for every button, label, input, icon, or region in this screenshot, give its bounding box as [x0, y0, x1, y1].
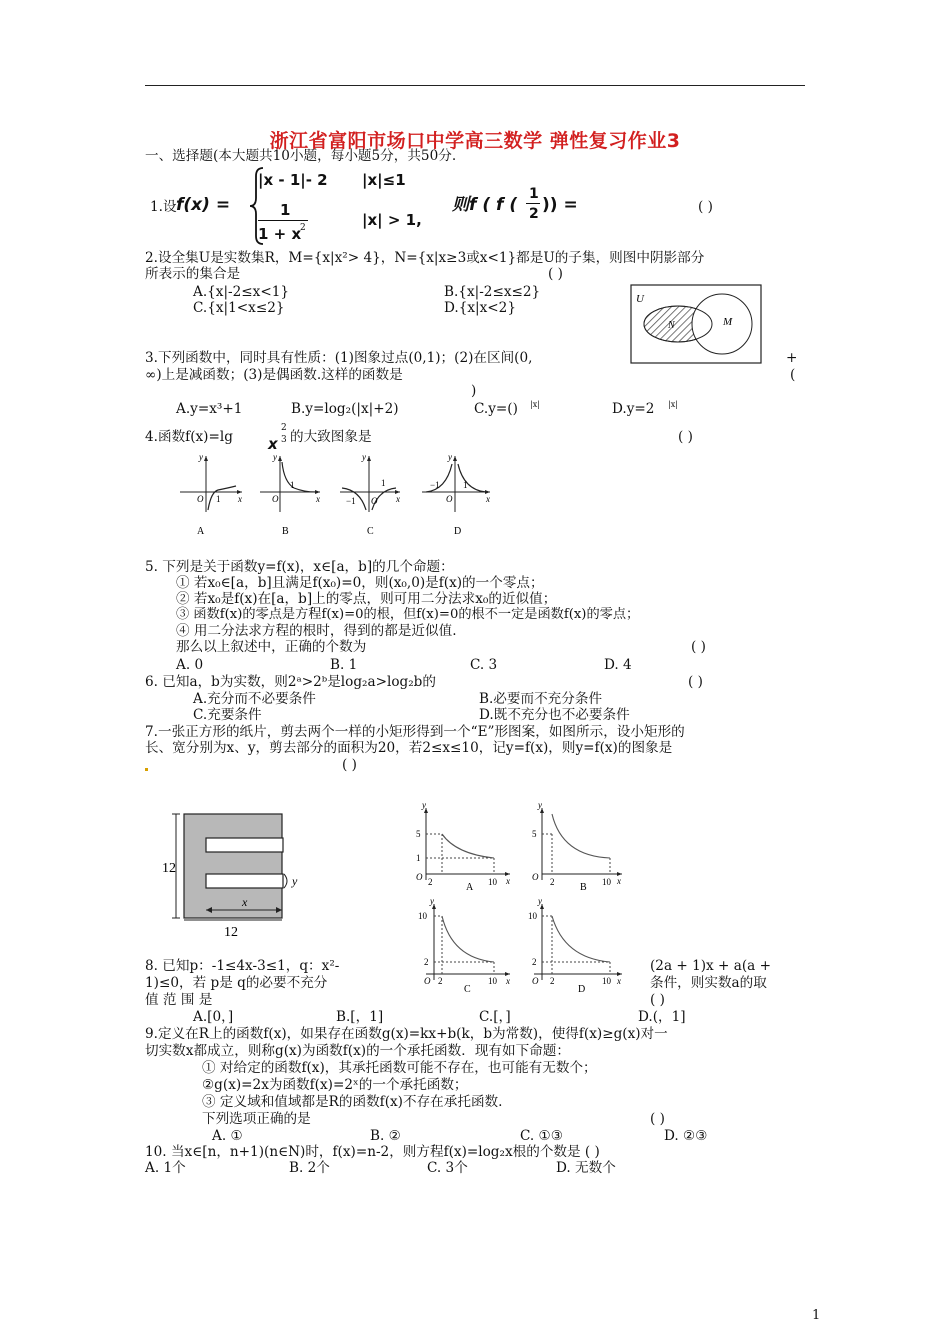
venn-diagram: [630, 284, 762, 364]
q9-line5: ③ 定义域和值域都是R的函数f(x)不存在承托函数.: [202, 1094, 503, 1110]
q4-graph-c: [340, 452, 400, 512]
q5-line5: ④ 用二分法求方程的根时，得到的都是近似值.: [176, 623, 457, 639]
q3-option-a: A.y=x³+1: [176, 401, 243, 417]
venn-label-n: N: [668, 320, 675, 331]
svg-text:10: 10: [602, 877, 611, 887]
q4-exp-num: 2: [281, 423, 287, 433]
q2-line2: 所表示的集合是: [145, 266, 241, 282]
venn-label-u: U: [636, 293, 644, 305]
q9-option-c: C. ①③: [520, 1128, 563, 1144]
q2-option-b: B.{x|-2≤x≤2}: [444, 284, 541, 300]
svg-text:2: 2: [550, 976, 555, 986]
q2-option-d: D.{x|x<2}: [444, 300, 516, 316]
q3-paren-close: ): [471, 383, 477, 399]
venn-label-m: M: [723, 316, 733, 328]
q9-line6: 下列选项正确的是: [202, 1111, 311, 1127]
q9-line3: ① 对给定的函数f(x)，其承托函数可能不存在，也可能有无数个；: [202, 1060, 597, 1076]
svg-text:y: y: [538, 896, 542, 906]
svg-text:10: 10: [488, 877, 497, 887]
q8-option-d: D.(，1]: [638, 1009, 686, 1025]
svg-text:1: 1: [416, 853, 421, 863]
q10-option-b: B. 2个: [289, 1160, 330, 1176]
q5-option-a: A. 0: [176, 657, 204, 673]
svg-text:2: 2: [438, 976, 443, 986]
svg-text:x: x: [238, 494, 242, 504]
q4-graph-a: [180, 452, 242, 512]
svg-text:O: O: [416, 872, 423, 882]
q3-option-d-exp: |x|: [668, 400, 678, 409]
svg-text:O: O: [446, 494, 453, 504]
q2-option-a: A.{x|-2≤x<1}: [193, 284, 290, 300]
q5-option-b: B. 1: [330, 657, 358, 673]
e-figure-x-label: x: [242, 895, 248, 909]
svg-text:y: y: [199, 452, 203, 462]
svg-text:y: y: [422, 800, 426, 810]
q5-option-c: C. 3: [470, 657, 498, 673]
q1-den-exp: 2: [300, 223, 306, 233]
q4-post: 的大致图象是: [290, 429, 372, 445]
svg-text:y: y: [538, 800, 542, 810]
svg-text:O: O: [424, 976, 431, 986]
svg-text:x: x: [486, 494, 490, 504]
q1-fx: f(x) =: [176, 195, 231, 215]
section-heading: 一、选择题(本大题共10小题，每小题5分，共50分.: [145, 148, 457, 164]
q8-option-a: A.[0，]: [193, 1009, 234, 1025]
q1-case1: |x - 1|- 2: [258, 171, 328, 189]
svg-text:10: 10: [488, 976, 497, 986]
q5-line6: 那么以上叙述中，正确的个数为: [176, 639, 367, 655]
q8-answer-paren: ( ): [650, 992, 665, 1008]
q10-line: 10. 当x∈[n，n+1)(n∈N)时，f(x)=n-2，则方程f(x)=log₂x根的个数是 ( ): [145, 1144, 600, 1160]
page-number: 1: [812, 1308, 821, 1323]
q9-option-d: D. ②③: [664, 1128, 708, 1144]
svg-text:y: y: [430, 896, 434, 906]
e-shape-figure: [158, 808, 308, 940]
q8-option-c: C.[，]: [479, 1009, 511, 1025]
q1-cond2: |x| > 1,: [362, 211, 422, 229]
svg-text:1: 1: [381, 478, 386, 488]
svg-text:−1: −1: [430, 480, 440, 490]
q6-answer-paren: ( ): [688, 674, 703, 690]
q1-half-num: 1: [529, 186, 539, 202]
q7-label-d: D: [578, 984, 586, 995]
svg-text:5: 5: [532, 829, 537, 839]
q7-graphs: [412, 800, 622, 996]
q6-option-d: D.既不充分也不必要条件: [479, 707, 630, 723]
q1-denominator: 1 + x: [258, 225, 302, 243]
q4-x: x: [268, 435, 278, 453]
q1-half-den: 2: [529, 206, 539, 222]
e-figure-y-label: y: [292, 874, 298, 888]
stray-mark: [145, 768, 148, 771]
q6-line: 6. 已知a，b为实数，则2ᵃ>2ᵇ是log₂a>log₂b的: [145, 674, 436, 690]
q4-answer-paren: ( ): [678, 429, 693, 445]
q3-paren-open: (: [790, 367, 796, 383]
q2-option-c: C.{x|1<x≤2}: [193, 300, 285, 316]
q4-label-a: A: [197, 526, 205, 537]
q4-label-c: C: [367, 526, 374, 537]
e-figure-side-label: 12: [162, 861, 176, 876]
q6-option-a: A.充分而不必要条件: [193, 691, 316, 707]
q3-option-d: D.y=2: [612, 401, 655, 417]
svg-text:x: x: [506, 976, 510, 986]
svg-text:5: 5: [416, 829, 421, 839]
q3-option-c-exp: |x|: [530, 400, 540, 409]
q5-line2: ① 若x₀∈[a，b]且满足f(x₀)=0，则(x₀,0)是f(x)的一个零点；: [176, 575, 544, 591]
svg-text:x: x: [506, 876, 510, 886]
q3-line2: ∞)上是减函数；(3)是偶函数.这样的函数是: [145, 367, 403, 383]
svg-text:2: 2: [550, 877, 555, 887]
svg-text:O: O: [197, 494, 204, 504]
svg-text:O: O: [532, 976, 539, 986]
q5-line1: 5. 下列是关于函数y=f(x)，x∈[a，b]的几个命题：: [145, 559, 454, 575]
q8-line1a: 8. 已知p：-1≤4x-3≤1，q：x²-: [145, 958, 340, 974]
svg-text:x: x: [316, 494, 320, 504]
e-figure-bottom-label: 12: [224, 925, 238, 940]
q5-option-d: D. 4: [604, 657, 632, 673]
svg-text:1: 1: [290, 480, 295, 490]
q8-line1b: (2a + 1)x + a(a +: [650, 958, 771, 974]
q7-graph-b: [532, 800, 622, 893]
q10-option-c: C. 3个: [427, 1160, 468, 1176]
q8-line3: 值 范 围 是: [145, 992, 213, 1008]
svg-text:O: O: [272, 494, 279, 504]
svg-text:y: y: [362, 452, 366, 462]
q4-label-d: D: [454, 526, 462, 537]
q10-option-a: A. 1个: [145, 1160, 186, 1176]
q9-line4: ②g(x)=2x为函数f(x)=2ˣ的一个承托函数；: [202, 1077, 468, 1093]
q3-line1: 3.下列函数中，同时具有性质：(1)图象过点(0,1)；(2)在区间(0,: [145, 350, 533, 366]
q9-line1: 9.定义在R上的函数f(x)，如果存在函数g(x)=kx+b(k，b为常数)，使得f(x)≥g(x)对一: [145, 1026, 668, 1042]
q7-label-b: B: [580, 882, 587, 893]
q6-option-b: B.必要而不充分条件: [479, 691, 603, 707]
q1-cond1: |x|≤1: [362, 171, 406, 189]
q1-then: 则f ( f (: [452, 195, 518, 215]
q4-graph-b: [260, 452, 320, 512]
q4-label-b: B: [282, 526, 289, 537]
q1-half-bar: [526, 203, 540, 204]
svg-text:x: x: [617, 976, 621, 986]
svg-text:O: O: [532, 872, 539, 882]
q9-line2: 切实数x都成立，则称g(x)为函数f(x)的一个承托函数．现有如下命题：: [145, 1043, 570, 1059]
q9-option-b: B. ②: [370, 1128, 401, 1144]
q2-line1: 2.设全集U是实数集R，M={x|x²> 4}，N={x|x≥3或x<1}都是U的子集，则图中阴影部分: [145, 250, 705, 266]
q7-line2: 长、宽分别为x、y，剪去部分的面积为20，若2≤x≤10，记y=f(x)，则y=f(x)的图象是: [145, 740, 673, 756]
q1-close: )) =: [542, 195, 578, 215]
q1-numerator: 1: [280, 201, 291, 219]
q1-lead: 1.设: [150, 199, 177, 215]
svg-text:10: 10: [602, 976, 611, 986]
q7-label-c: C: [464, 984, 471, 995]
svg-text:O: O: [371, 496, 378, 506]
svg-text:y: y: [273, 452, 277, 462]
q7-line1: 7.一张正方形的纸片，剪去两个一样的小矩形得到一个“E”形图案，如图所示，设小矩形的: [145, 724, 685, 740]
q8-option-b: B.[，1]: [336, 1009, 384, 1025]
q7-answer-paren: ( ): [342, 757, 357, 773]
q3-option-c: C.y=(): [474, 401, 518, 417]
q6-option-c: C.充要条件: [193, 707, 262, 723]
q7-label-a: A: [466, 882, 474, 893]
svg-text:1: 1: [463, 480, 468, 490]
svg-text:1: 1: [216, 494, 221, 504]
svg-text:2: 2: [532, 957, 537, 967]
q3-plus: +: [786, 350, 798, 366]
q8-line2a: 1)≤0，若 p是 q的必要不充分: [145, 975, 328, 991]
svg-text:2: 2: [424, 957, 429, 967]
q2-answer-paren: ( ): [548, 266, 563, 282]
svg-text:y: y: [448, 452, 452, 462]
svg-text:−1: −1: [346, 496, 356, 506]
q9-answer-paren: ( ): [650, 1111, 665, 1127]
svg-text:2: 2: [428, 877, 433, 887]
svg-text:x: x: [396, 494, 400, 504]
q3-option-b: B.y=log₂(|x|+2): [291, 401, 399, 417]
q1-answer-paren: ( ): [698, 199, 713, 215]
q7-graph-c: [418, 896, 510, 995]
header-rule: [145, 85, 805, 86]
q4-pre: 4.函数f(x)=lg: [145, 429, 233, 445]
q7-graph-a: [416, 800, 510, 893]
q8-line2b: 条件，则实数a的取: [650, 975, 767, 991]
page-title: 浙江省富阳市场口中学高三数学 弹性复习作业3: [269, 130, 681, 152]
svg-text:10: 10: [528, 911, 537, 921]
q5-line3: ② 若x₀是f(x)在[a，b]上的零点，则可用二分法求x₀的近似值；: [176, 591, 557, 607]
q10-option-d: D. 无数个: [556, 1160, 616, 1176]
q4-graphs: [170, 450, 510, 545]
svg-text:x: x: [617, 876, 621, 886]
q5-answer-paren: ( ): [691, 639, 706, 655]
q9-option-a: A. ①: [212, 1128, 243, 1144]
q4-graph-d: [422, 452, 490, 512]
q7-graph-d: [528, 896, 622, 995]
q4-exp-den: 3: [281, 435, 287, 445]
q5-line4: ③ 函数f(x)的零点是方程f(x)=0的根，但f(x)=0的根不一定是函数f(x)的零点；: [176, 607, 640, 622]
svg-text:10: 10: [418, 911, 427, 921]
